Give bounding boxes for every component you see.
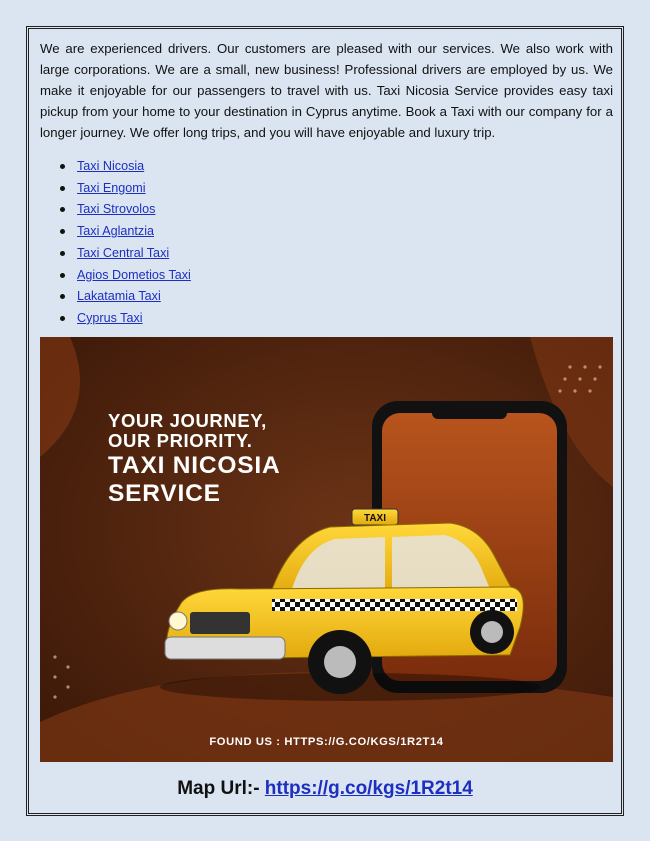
link-lakatamia-taxi[interactable]: Lakatamia Taxi — [77, 289, 161, 304]
banner-title — [108, 452, 281, 508]
link-taxi-nicosia[interactable]: Taxi Nicosia — [77, 159, 145, 173]
list-item — [77, 178, 613, 200]
taxi-links-list — [40, 156, 613, 330]
phone-notch — [432, 407, 507, 419]
link-taxi-aglantzia[interactable]: Taxi Aglantzia — [77, 224, 155, 239]
document-content — [40, 38, 613, 330]
banner-found-us: FOUND US : HTTPS://G.CO/KGS/1R2T14 — [209, 736, 444, 748]
car-headlight — [169, 612, 187, 630]
taxi-sign-text: TAXI — [363, 513, 387, 524]
map-url-label: Map Url:- — [177, 778, 265, 799]
link-cyprus-taxi[interactable]: Cyprus Taxi — [77, 310, 143, 325]
intro-paragraph: We are experienced drivers. Our customers are pleased with our services. We also work with large corporations. We are a small, new business! Professional drivers are employed by us. We make it enjoyable for our passengers to travel with us. Taxi Nicosia Service provides easy taxi pickup from your home to your destination in Cyprus anytime. Book a Taxi with our company for a longer journey. We offer long trips, and you will have enjoyable and luxury trip. — [40, 41, 613, 140]
tagline-line: YOUR JOURNEY, — [108, 410, 267, 431]
list-item — [77, 221, 613, 243]
link-taxi-engomi[interactable]: Taxi Engomi — [77, 180, 146, 195]
banner-tagline — [108, 411, 267, 451]
car-hubcap — [481, 621, 503, 643]
car-grille — [190, 612, 250, 634]
list-item — [77, 156, 613, 178]
taxi-banner-image — [40, 337, 613, 762]
title-line: SERVICE — [108, 480, 221, 507]
list-item — [77, 308, 613, 330]
tagline-line: OUR PRIORITY. — [108, 430, 253, 451]
map-url-line — [0, 778, 650, 800]
checker-stripe — [272, 599, 517, 611]
list-item — [77, 286, 613, 308]
link-agios-dometios-taxi[interactable]: Agios Dometios Taxi — [77, 267, 191, 282]
title-line: TAXI NICOSIA — [108, 452, 281, 479]
link-taxi-strovolos[interactable]: Taxi Strovolos — [77, 202, 156, 217]
list-item — [77, 243, 613, 265]
list-item — [77, 199, 613, 221]
map-url-link[interactable]: https://g.co/kgs/1R2t14 — [264, 778, 473, 799]
list-item — [77, 265, 613, 287]
car-hubcap — [324, 646, 356, 678]
link-taxi-central-taxi[interactable]: Taxi Central Taxi — [77, 245, 170, 260]
banner-artwork — [40, 337, 613, 762]
car-bumper — [165, 637, 285, 659]
